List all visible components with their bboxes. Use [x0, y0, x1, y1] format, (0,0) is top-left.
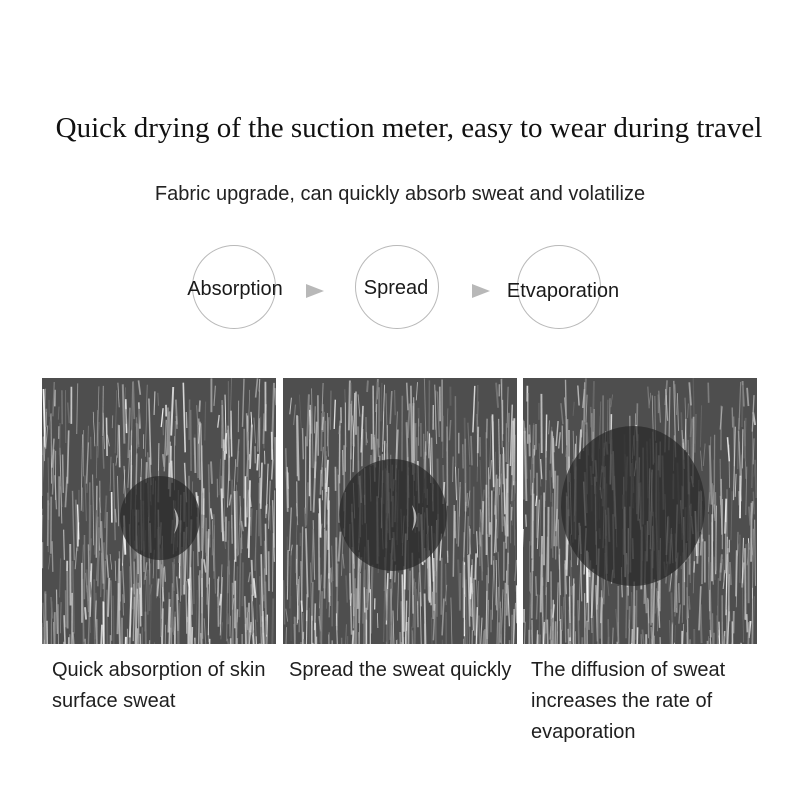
caption-line: surface sweat [52, 690, 176, 712]
fabric-panel-spread [283, 378, 517, 644]
fabric-panel-evaporation [523, 378, 757, 644]
caption-line: The diffusion of sweat [531, 659, 726, 681]
fabric-texture-image [523, 378, 757, 644]
caption-line: Quick absorption of skin [52, 659, 266, 681]
fabric-texture-image [283, 378, 517, 644]
step-label-spread: Spread [363, 277, 429, 299]
step-label-evaporation: Etvaporation [506, 280, 620, 302]
step-label-absorption: Absorption [187, 278, 283, 300]
caption-evaporation [531, 655, 725, 748]
caption-absorption [52, 655, 265, 717]
caption-line: increases the rate of [531, 690, 713, 712]
caption-line: Spread the sweat quickly [289, 659, 512, 681]
page-title: Quick drying of the suction meter, easy to wear during travel [55, 112, 763, 144]
right-triangle-arrow-icon [472, 284, 490, 298]
caption-line: evaporation [531, 721, 636, 743]
right-triangle-arrow-icon [306, 284, 324, 298]
process-steps [0, 245, 800, 335]
fabric-texture-image [42, 378, 276, 644]
fabric-panel-absorption [42, 378, 276, 644]
caption-spread [289, 655, 511, 686]
page-subtitle: Fabric upgrade, can quickly absorb sweat and volatilize [154, 183, 646, 205]
